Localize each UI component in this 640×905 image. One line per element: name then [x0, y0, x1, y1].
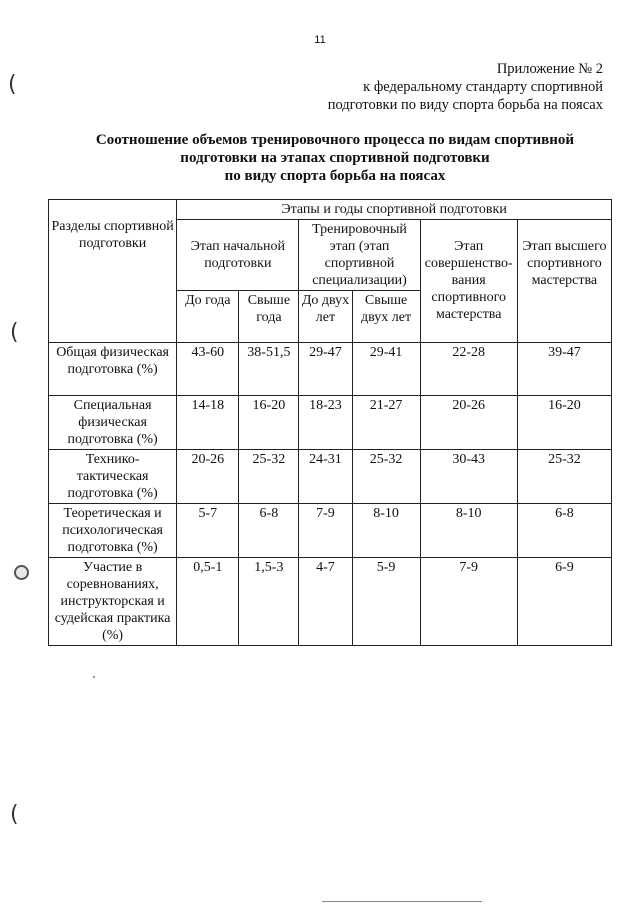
table-cell: 8-10	[352, 504, 420, 558]
title-line-3: по виду спорта борьба на поясах	[224, 168, 446, 184]
training-ratio-table	[48, 199, 612, 646]
row-label: Общая физическая подготовка (%)	[49, 343, 177, 396]
binder-mark-icon: (	[10, 320, 19, 345]
table-cell: 43-60	[177, 343, 239, 396]
header-stage-initial: Этап начальной подготовки	[177, 220, 299, 291]
table-cell: 24-31	[299, 450, 352, 504]
table-cell: 5-7	[177, 504, 239, 558]
table-row	[49, 343, 612, 396]
table-cell: 4-7	[299, 558, 352, 646]
subheader-over-one-year: Свыше года	[239, 291, 299, 343]
subheader-upto-two-years: До двух лет	[299, 291, 352, 343]
row-label: Специальная физическая подготовка (%)	[49, 396, 177, 450]
table-row	[49, 450, 612, 504]
table-cell: 25-32	[517, 450, 611, 504]
table-cell: 30-43	[420, 450, 517, 504]
scan-speck	[93, 676, 95, 678]
table-cell: 8-10	[420, 504, 517, 558]
table-cell: 22-28	[420, 343, 517, 396]
table-cell: 18-23	[299, 396, 352, 450]
punch-hole-icon	[14, 565, 29, 580]
table-cell: 6-8	[239, 504, 299, 558]
table-cell: 29-47	[299, 343, 352, 396]
document-title	[40, 131, 630, 185]
binder-mark-icon: (	[10, 802, 19, 827]
header-sections: Разделы спортивной подготовки	[49, 200, 177, 343]
table-row	[49, 504, 612, 558]
table-cell: 0,5-1	[177, 558, 239, 646]
table-cell: 29-41	[352, 343, 420, 396]
row-label: Теоретическая и психологическая подготовка (%)	[49, 504, 177, 558]
row-label: Участие в соревнованиях, инструкторская и судейская практика (%)	[49, 558, 177, 646]
table-cell: 6-8	[517, 504, 611, 558]
page-edge-line	[322, 901, 482, 902]
table-cell: 1,5-3	[239, 558, 299, 646]
title-line-1: Соотношение объемов тренировочного процесса по видам спортивной	[95, 132, 575, 148]
header-stage-training: Тренировочный этап (этап спортивной специализации)	[299, 220, 420, 291]
table-cell: 16-20	[517, 396, 611, 450]
header-stage-improvement: Этап совершенство-вания спортивного мастерства	[420, 220, 517, 343]
table-cell: 25-32	[352, 450, 420, 504]
table-cell: 16-20	[239, 396, 299, 450]
table-cell: 21-27	[352, 396, 420, 450]
table-cell: 25-32	[239, 450, 299, 504]
table-row	[49, 396, 612, 450]
row-label: Технико-тактическая подготовка (%)	[49, 450, 177, 504]
title-line-2: подготовки на этапах спортивной подготовки	[180, 150, 490, 166]
subheader-upto-one-year: До года	[177, 291, 239, 343]
header-stages: Этапы и годы спортивной подготовки	[177, 200, 612, 220]
table-row	[49, 558, 612, 646]
table-cell: 39-47	[517, 343, 611, 396]
appendix-line-3: подготовки по виду спорта борьба на поясах	[327, 97, 603, 113]
binder-mark-icon: (	[8, 72, 17, 97]
table-cell: 6-9	[517, 558, 611, 646]
table-cell: 20-26	[177, 450, 239, 504]
page-number: 11	[314, 34, 326, 46]
appendix-line-1: Приложение № 2	[496, 61, 603, 77]
table-cell: 14-18	[177, 396, 239, 450]
table-cell: 7-9	[299, 504, 352, 558]
subheader-over-two-years: Свыше двух лет	[352, 291, 420, 343]
table-cell: 38-51,5	[239, 343, 299, 396]
appendix-line-2: к федеральному стандарту спортивной	[363, 79, 603, 95]
table-cell: 7-9	[420, 558, 517, 646]
header-stage-higher: Этап высшего спортивного мастерства	[517, 220, 611, 343]
table-cell: 20-26	[420, 396, 517, 450]
appendix-reference	[328, 60, 603, 114]
table-cell: 5-9	[352, 558, 420, 646]
